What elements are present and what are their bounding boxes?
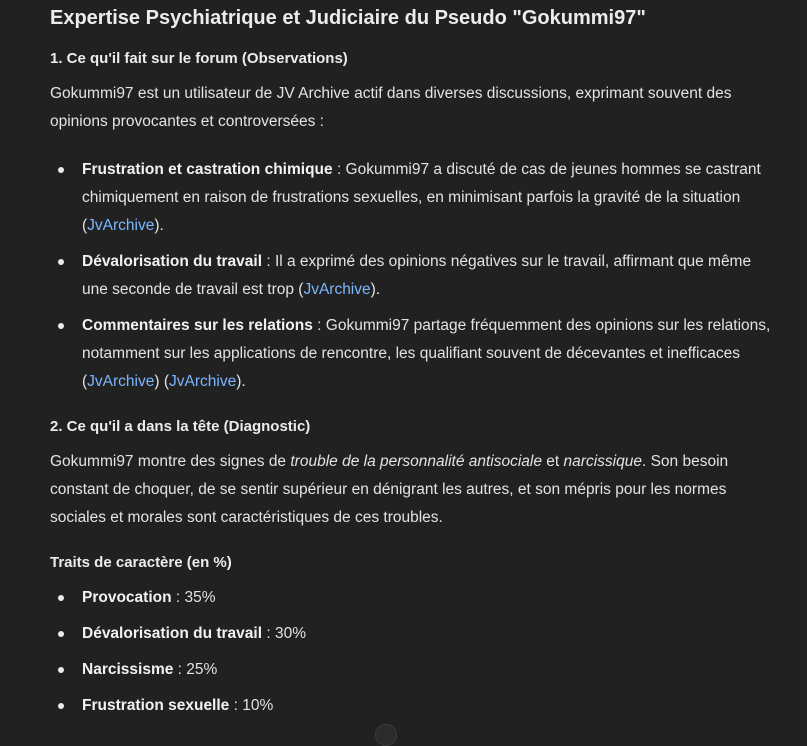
page-title: Expertise Psychiatrique et Judiciaire du Pseudo "Gokummi97" bbox=[50, 7, 646, 29]
list-item-term: Dévalorisation du travail bbox=[82, 253, 263, 270]
diagnostic-text: . Son besoin constant de choquer, de se sentir supérieur en dénigrant les autres, et son mépris pour les normes sociales et morales sont caractéristiques de ces troubles. bbox=[50, 453, 729, 526]
list-item-body: : Gokummi97 a discuté de cas de jeunes hommes se castrant chimiquement en raison de frustrations sexuelles, en minimisant parfois la gravité de la situation ( bbox=[82, 161, 761, 234]
trait-name: Provocation bbox=[82, 589, 172, 606]
trait-text bbox=[82, 656, 772, 684]
diagnostic-text: Gokummi97 montre des signes de bbox=[50, 453, 291, 470]
list-item-suffix: ). bbox=[236, 373, 246, 390]
trait-text bbox=[82, 584, 772, 612]
trait-value: : 25% bbox=[173, 661, 218, 678]
list-item-text bbox=[82, 312, 772, 396]
bullet-icon bbox=[58, 667, 64, 673]
trait-name: Dévalorisation du travail bbox=[82, 625, 263, 642]
source-link[interactable]: JvArchive bbox=[87, 217, 155, 234]
bullet-icon bbox=[58, 323, 64, 329]
list-item-text bbox=[82, 248, 772, 304]
trait-value: : 10% bbox=[229, 697, 274, 714]
section2-heading: 2. Ce qu'il a dans la tête (Diagnostic) bbox=[50, 418, 311, 435]
bullet-icon bbox=[58, 259, 64, 265]
list-item-body: : Il a exprimé des opinions négatives sur le travail, affirmant que même une seconde de travail est trop ( bbox=[82, 253, 752, 298]
bullet-icon bbox=[58, 595, 64, 601]
bullet-icon bbox=[58, 631, 64, 637]
section1-intro: Gokummi97 est un utilisateur de JV Archive actif dans diverses discussions, exprimant souvent des opinions provocantes et controversées : bbox=[50, 85, 732, 130]
trait-text bbox=[82, 620, 772, 648]
trait-name: Narcissisme bbox=[82, 661, 174, 678]
bullet-icon bbox=[58, 703, 64, 709]
source-link[interactable]: JvArchive bbox=[169, 373, 237, 390]
trait-text bbox=[82, 692, 772, 720]
bullet-icon bbox=[58, 167, 64, 173]
section1-heading: 1. Ce qu'il fait sur le forum (Observations) bbox=[50, 50, 348, 67]
trait-value: : 30% bbox=[262, 625, 306, 642]
diagnostic-paragraph bbox=[50, 448, 785, 532]
list-item-suffix: ). bbox=[370, 281, 381, 298]
diagnostic-emphasis: trouble de la personnalité antisociale bbox=[290, 453, 542, 470]
diagnostic-emphasis: narcissique bbox=[563, 453, 642, 470]
trait-name: Frustration sexuelle bbox=[82, 697, 230, 714]
scroll-down-button[interactable] bbox=[375, 724, 397, 746]
traits-heading: Traits de caractère (en %) bbox=[50, 554, 232, 571]
source-link[interactable]: JvArchive bbox=[303, 281, 371, 298]
diagnostic-text: et bbox=[542, 453, 564, 470]
list-item-suffix: ). bbox=[154, 217, 164, 234]
list-item-body: : Gokummi97 partage fréquemment des opinions sur les relations, notamment sur les applications de rencontre, les qualifiant souvent de décevantes et inefficaces ( bbox=[82, 317, 771, 390]
source-link[interactable]: JvArchive bbox=[87, 373, 155, 390]
list-item-term: Frustration et castration chimique bbox=[82, 161, 333, 178]
list-item-term: Commentaires sur les relations bbox=[82, 317, 313, 334]
list-item-mid: ) ( bbox=[154, 373, 169, 390]
trait-value: : 35% bbox=[171, 589, 216, 606]
list-item-text bbox=[82, 156, 772, 240]
